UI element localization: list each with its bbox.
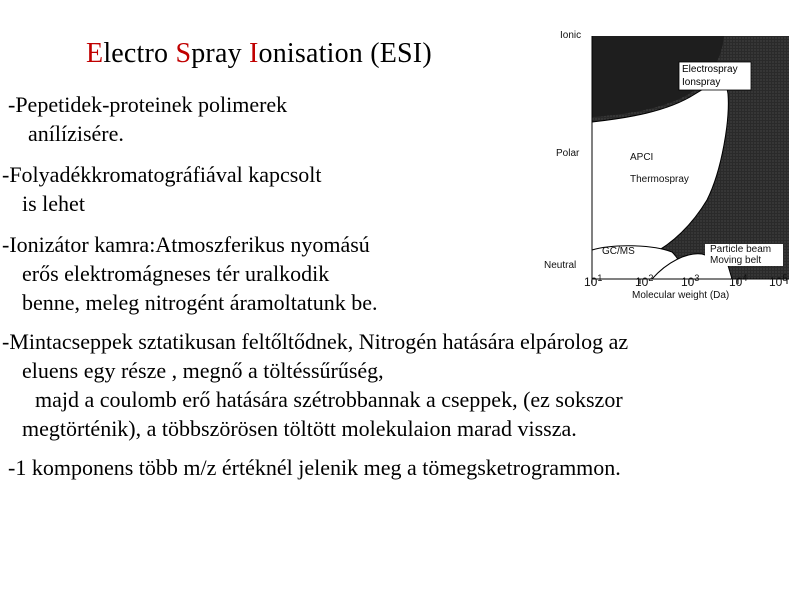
- bullet-line: erős elektromágneses tér uralkodik: [22, 261, 330, 286]
- apci-label: APCI: [630, 152, 654, 163]
- y-label-polar: Polar: [556, 148, 580, 159]
- bullet-line: -Ionizátor kamra:Atmoszferikus nyomású: [2, 232, 370, 257]
- x-tick-label: $10^1$: [584, 273, 603, 289]
- thermospray-label: Thermospray: [630, 174, 689, 185]
- ionspray-label: Ionspray: [682, 77, 721, 88]
- slide-title: [86, 38, 432, 70]
- bullet-line: -1 komponens több m/z értéknél jelenik meg a tömegsketrogrammon.: [8, 455, 621, 480]
- moving-belt-label: Moving belt: [710, 255, 762, 266]
- title-part: Electro: [86, 38, 176, 69]
- bullet-peptides: [8, 90, 287, 148]
- electrospray-label: Electrospray: [682, 64, 738, 75]
- bullet-line: majd a coulomb erő hatására szétrobbannak a cseppek, (ez sokszor: [35, 387, 623, 412]
- bullet-lc-coupling: [2, 160, 322, 218]
- bullet-droplets: [2, 327, 628, 443]
- y-label-neutral: Neutral: [544, 260, 577, 271]
- bullet-line: -Pepetidek-proteinek polimerek: [8, 92, 288, 117]
- gcms-label: GC/MS: [602, 246, 635, 257]
- bullet-line: eluens egy része , megnő a töltéssűrűség,: [22, 358, 384, 383]
- bullet-line: benne, meleg nitrogént áramoltatunk be.: [22, 290, 378, 315]
- bullet-line: anílízisére.: [28, 121, 124, 146]
- x-tick-label: $10^4$: [729, 273, 748, 289]
- y-label-ionic: Ionic: [560, 30, 582, 41]
- x-axis-label: Molecular weight (Da): [632, 290, 730, 301]
- x-tick-label: $10^2$: [635, 273, 654, 289]
- bullet-multiple-mz: [8, 453, 621, 482]
- x-tick-label: $10^5$: [769, 273, 788, 289]
- ionization-technique-diagram: [532, 22, 794, 312]
- bullet-line: megtörténik), a többszörösen töltött molekulaion marad vissza.: [22, 416, 577, 441]
- bullet-line: is lehet: [22, 191, 85, 216]
- particle-beam-label: Particle beam: [710, 244, 772, 255]
- title-part: Ionisation (ESI): [249, 38, 432, 69]
- bullet-line: -Mintacseppek sztatikusan feltőltődnek, Nitrogén hatására elpárolog az: [2, 329, 629, 354]
- x-tick-label: $10^3$: [681, 273, 700, 289]
- title-part: Spray: [175, 38, 249, 69]
- bullet-ionizer-chamber: [2, 230, 378, 317]
- bullet-line: -Folyadékkromatográfiával kapcsolt: [2, 162, 322, 187]
